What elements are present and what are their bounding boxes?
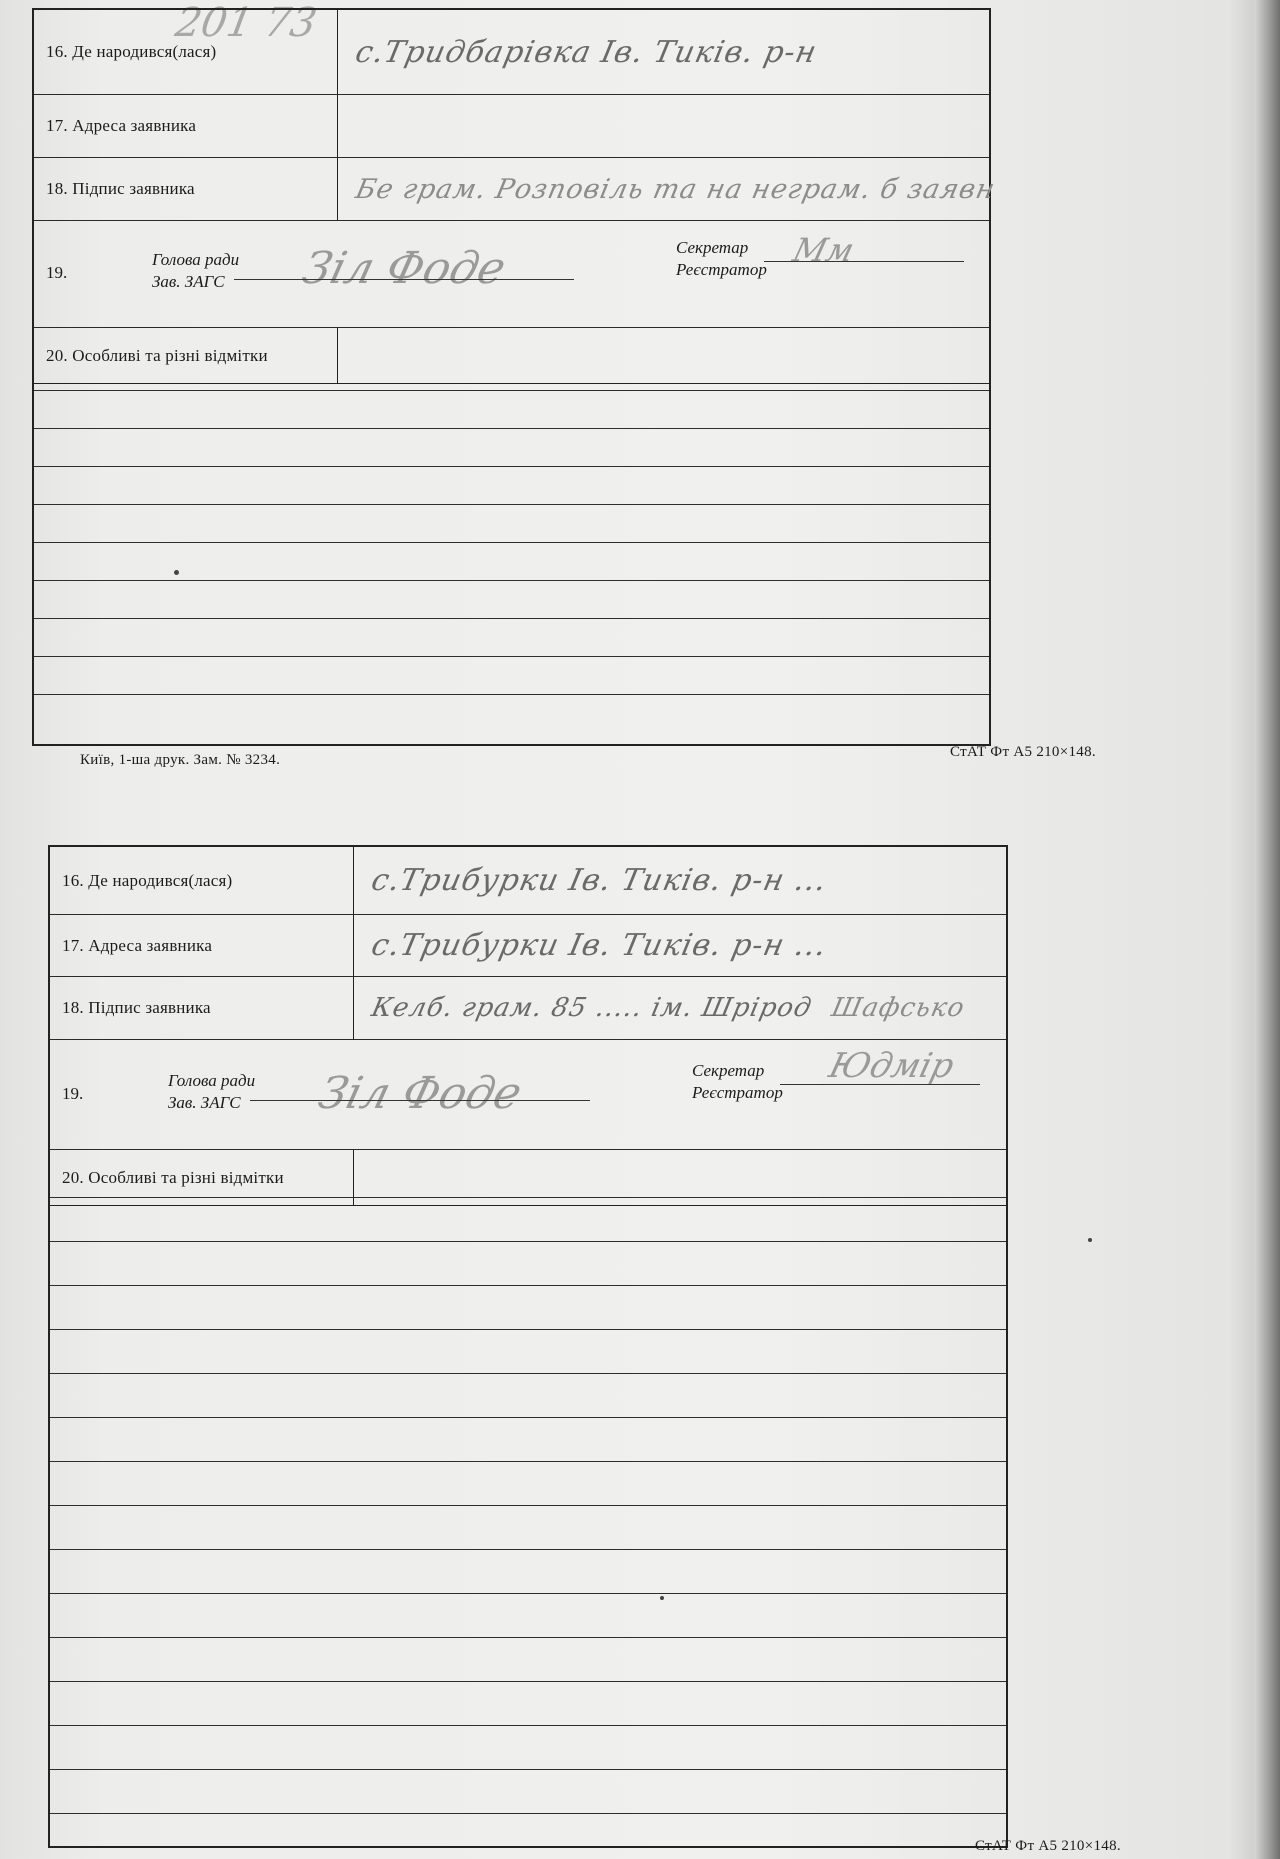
signature-value[interactable] <box>354 977 1006 1039</box>
address-value[interactable] <box>338 95 989 157</box>
applicant-signature-handwriting: Бе грам. Розповіль та на неграм. б заявн <box>352 173 999 205</box>
form-1-table <box>34 10 999 384</box>
form-2-form-code: СтАТ Фт А5 210×148. <box>975 1838 1121 1854</box>
ruled-line <box>50 1725 1006 1726</box>
birthplace-label: 16. Де народився(лася) <box>50 847 354 914</box>
notes-value[interactable] <box>338 328 989 383</box>
head-signature-line <box>234 279 574 280</box>
ruled-line <box>34 618 989 619</box>
row-officials <box>50 1040 1006 1150</box>
ruled-line <box>50 1417 1006 1418</box>
archive-number: 201 73 <box>171 0 321 46</box>
secretary-label: Секретар <box>676 238 749 257</box>
notes-lines <box>34 390 989 744</box>
birthplace-value[interactable] <box>354 847 1006 914</box>
ruled-line <box>50 1813 1006 1814</box>
notes-lines <box>50 1197 1006 1846</box>
signature-value[interactable] <box>338 158 999 220</box>
ruled-line <box>50 1593 1006 1594</box>
birthplace-handwriting: с.Тридбарівка Ів. Тиків. р-н <box>352 34 821 70</box>
ruled-line <box>50 1769 1006 1770</box>
binding-edge <box>1254 0 1280 1859</box>
row-notes <box>34 328 989 383</box>
applicant-signature-handwriting: Келб. грам. 85 ..... ім. Шрірод <box>368 993 815 1023</box>
officials-number: 19. <box>62 1084 84 1103</box>
row-address <box>50 915 1006 977</box>
address-handwriting: с.Трибурки Ів. Тиків. р-н ... <box>368 928 831 963</box>
ruled-line <box>50 1241 1006 1242</box>
secretary-signature: Мм <box>789 231 859 269</box>
form-1-form-code: СтАТ Фт А5 210×148. <box>950 744 1096 760</box>
paper-speck <box>660 1596 664 1600</box>
row-birthplace <box>34 10 989 95</box>
signature-label: 18. Підпис заявника <box>50 977 354 1039</box>
notes-label: 20. Особливі та різні відмітки <box>50 1150 354 1205</box>
head-signature: Зіл Фоде <box>313 1068 527 1119</box>
ruled-line <box>50 1681 1006 1682</box>
ruled-line <box>50 1285 1006 1286</box>
secretary-label: Секретар <box>692 1061 765 1080</box>
head-label: Голова ради <box>168 1071 256 1090</box>
paper-speck <box>174 570 179 575</box>
registry-head-label: Зав. ЗАГС <box>168 1093 241 1112</box>
secretary-signature-line <box>764 261 964 262</box>
head-signature-line <box>250 1100 590 1101</box>
ruled-line <box>34 428 989 429</box>
form-1 <box>32 8 999 746</box>
ruled-line <box>50 1461 1006 1462</box>
secretary-signature-line <box>780 1084 980 1085</box>
ruled-line <box>34 542 989 543</box>
address-label: 17. Адреса заявника <box>34 95 338 157</box>
birthplace-value[interactable] <box>338 10 989 94</box>
ruled-line <box>34 466 989 467</box>
row-applicant-signature <box>34 158 999 221</box>
ruled-line <box>50 1197 1006 1198</box>
applicant-signature-handwriting-2: Шафсько <box>828 993 968 1023</box>
registry-head-label: Зав. ЗАГС <box>152 272 225 291</box>
head-signature: Зіл Фоде <box>297 243 511 294</box>
ruled-line <box>50 1505 1006 1506</box>
address-label: 17. Адреса заявника <box>50 915 354 976</box>
form-2-table <box>50 847 1006 1206</box>
ruled-line <box>34 656 989 657</box>
ruled-line <box>50 1549 1006 1550</box>
ruled-line <box>34 390 989 391</box>
ruled-line <box>34 580 989 581</box>
row-applicant-signature <box>50 977 1006 1040</box>
birthplace-label: 16. Де народився(лася) <box>34 10 338 94</box>
paper-speck <box>1088 1238 1092 1242</box>
row-officials <box>34 221 989 328</box>
secretary-signature: Юдмір <box>825 1046 958 1086</box>
ruled-line <box>34 504 989 505</box>
officials-number: 19. <box>46 263 68 282</box>
notes-label: 20. Особливі та різні відмітки <box>34 328 338 383</box>
ruled-line <box>50 1637 1006 1638</box>
address-value[interactable] <box>354 915 1006 976</box>
ruled-line <box>50 1329 1006 1330</box>
registrar-label: Реєстратор <box>676 260 767 279</box>
ruled-line <box>50 1373 1006 1374</box>
registrar-label: Реєстратор <box>692 1083 783 1102</box>
head-label: Голова ради <box>152 250 240 269</box>
signature-label: 18. Підпис заявника <box>34 158 338 220</box>
form-1-print-info: Київ, 1-ша друк. Зам. № 3234. <box>80 752 281 768</box>
birthplace-handwriting: с.Трибурки Ів. Тиків. р-н ... <box>368 863 831 898</box>
ruled-line <box>34 694 989 695</box>
form-2 <box>48 845 1008 1848</box>
row-address <box>34 95 989 158</box>
row-birthplace <box>50 847 1006 915</box>
